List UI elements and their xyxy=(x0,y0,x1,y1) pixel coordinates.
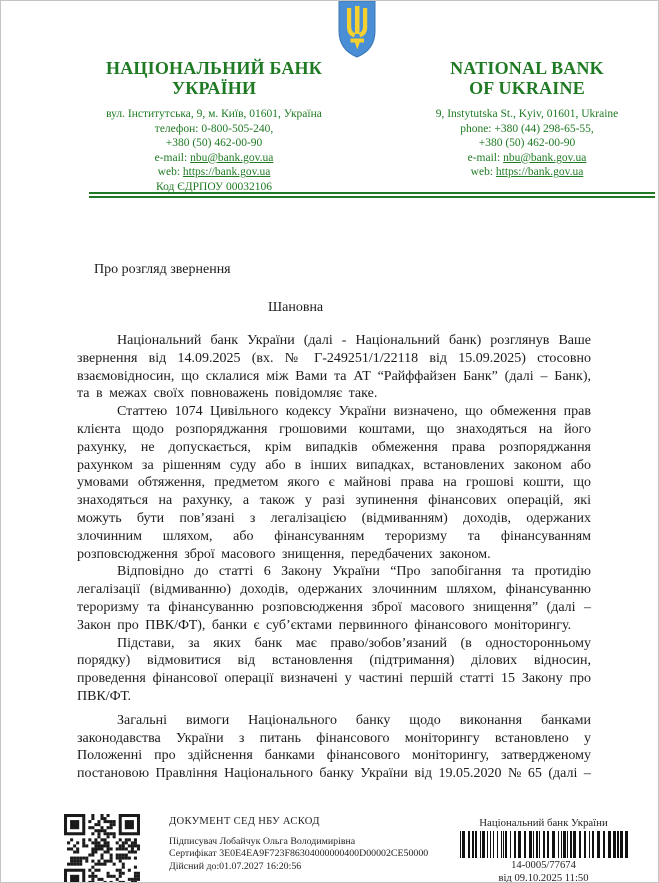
digital-signature-stamp xyxy=(169,816,469,873)
address-en: 9, Instytutska St., Kyiv, 01601, Ukraine xyxy=(435,108,619,120)
registration-number: 14-0005/77674 xyxy=(511,860,576,871)
letter-paragraph: Національний банк України (далі - Національний банк) розглянув Ваше звернення від 14.09.2025 (вх. № Г-249251/1/22118 від 15.09.2025) стосовно взаємовідносин, що склалися між Вами та АТ “Райффайзен Банк” (далі – Банк), та в межах своїх повноважень повідомляє таке. xyxy=(77,333,591,402)
registration-stamp xyxy=(441,817,646,883)
web-label: web: xyxy=(470,166,496,179)
bank-title-en-line2: OF UKRAINE xyxy=(469,78,585,98)
email-link[interactable]: nbu@bank.gov.ua xyxy=(503,151,587,164)
letterhead-divider xyxy=(89,192,655,198)
stamps-footer xyxy=(1,813,659,883)
phone-uk-line2: +380 (50) 462-00-90 xyxy=(165,137,263,150)
letter-paragraph: Відповідно до статті 6 Закону України “Про запобігання та протидію легалізації (відмиванню) доходів, одержаних злочинним шляхом, фінансуванню тероризму та фінансуванню розповсюдження зброї масового знищення” (далі – Закон про ПВК/ФТ), банки є суб’єктами первинного фінансового моніторингу. xyxy=(77,564,591,633)
bank-title-uk xyxy=(49,58,379,98)
bank-title-uk-line2: УКРАЇНИ xyxy=(171,78,257,98)
email-en-line xyxy=(397,151,657,166)
edrpou-code: Код ЄДРПОУ 00032106 xyxy=(155,180,273,193)
qr-code-icon xyxy=(64,814,140,883)
ukraine-trident-icon xyxy=(337,1,377,58)
registration-date: від 09.10.2025 11:50 xyxy=(498,872,589,883)
email-link[interactable]: nbu@bank.gov.ua xyxy=(190,151,274,164)
letterhead xyxy=(1,58,659,195)
letterhead-english xyxy=(397,58,657,195)
web-en-line xyxy=(397,165,657,180)
website-link[interactable]: https://bank.gov.ua xyxy=(182,166,271,179)
phone-uk-line1: телефон: 0-800-505-240, xyxy=(154,122,274,135)
signature-system-label: ДОКУМЕНТ СЕД НБУ АСКОД xyxy=(169,816,320,827)
certificate-number: Сертифікат 3E0E4EA9F723F86304000000400D00002CE50000 xyxy=(169,848,429,860)
certificate-validity: Дійсний до:01.07.2027 16:20:56 xyxy=(169,860,302,872)
letter-body xyxy=(77,332,591,783)
letter-salutation: Шановна xyxy=(268,300,324,315)
letter-paragraph: Загальні вимоги Національного банку щодо виконання банками законодавства України з питань фінансового моніторингу встановлено у Положенні про здійснення банками фінансового моніторингу, затвердженому постановою Правління Національного банку України від 19.05.2020 № 65 (далі – xyxy=(77,712,591,782)
bank-title-uk-line1: НАЦІОНАЛЬНИЙ БАНК xyxy=(106,58,322,78)
phone-en-line2: +380 (50) 462-00-90 xyxy=(478,137,576,150)
registration-org: Національний банк України xyxy=(479,817,608,829)
web-uk-line xyxy=(49,165,379,180)
letter-paragraph: Статтею 1074 Цивільного кодексу України визначено, що обмеження прав клієнта щодо розпоряджання грошовими коштами, що знаходяться на його рахунку, не допускається, крім випадків обмеження права розпоряджання рахунком за рішенням суду або в інших випадках, встановлених законом або умовами обтяження, предметом якого є майнові права на грошові кошти, що знаходяться на рахунку, а також у разі зупинення фінансових операцій, які можуть бути пов’язані з легалізацією (відмиванням) доходів, одержаних злочинним шляхом, або фінансуванням тероризму та фінансуванням розповсюдження зброї масового знищення, передбачених законом. xyxy=(77,404,591,562)
website-link[interactable]: https://bank.gov.ua xyxy=(495,166,584,179)
bank-title-en-line1: NATIONAL BANK xyxy=(450,58,604,78)
signer-name: Підписувач Лобайчук Ольга Володимирівна xyxy=(169,836,356,847)
email-label: e-mail: xyxy=(467,151,504,164)
letter-subject: Про розгляд звернення xyxy=(94,262,231,277)
letter-paragraph: Підстави, за яких банк має право/зобов’язаний (в односторонньому порядку) відмовитися від встановлення (підтримання) ділових відносин, проведення фінансової операції визначені у частині першій статті 15 Закону про ПВК/ФТ. xyxy=(77,635,591,704)
web-label: web: xyxy=(157,166,183,179)
address-uk: вул. Інститутська, 9, м. Київ, 01601, Україна xyxy=(106,108,322,120)
phone-en-line1: phone: +380 (44) 298-65-55, xyxy=(460,122,594,135)
email-label: e-mail: xyxy=(154,151,191,164)
bank-title-en xyxy=(397,58,657,98)
email-uk-line xyxy=(49,151,379,166)
barcode-icon xyxy=(460,831,628,858)
letterhead-ukrainian xyxy=(49,58,379,195)
